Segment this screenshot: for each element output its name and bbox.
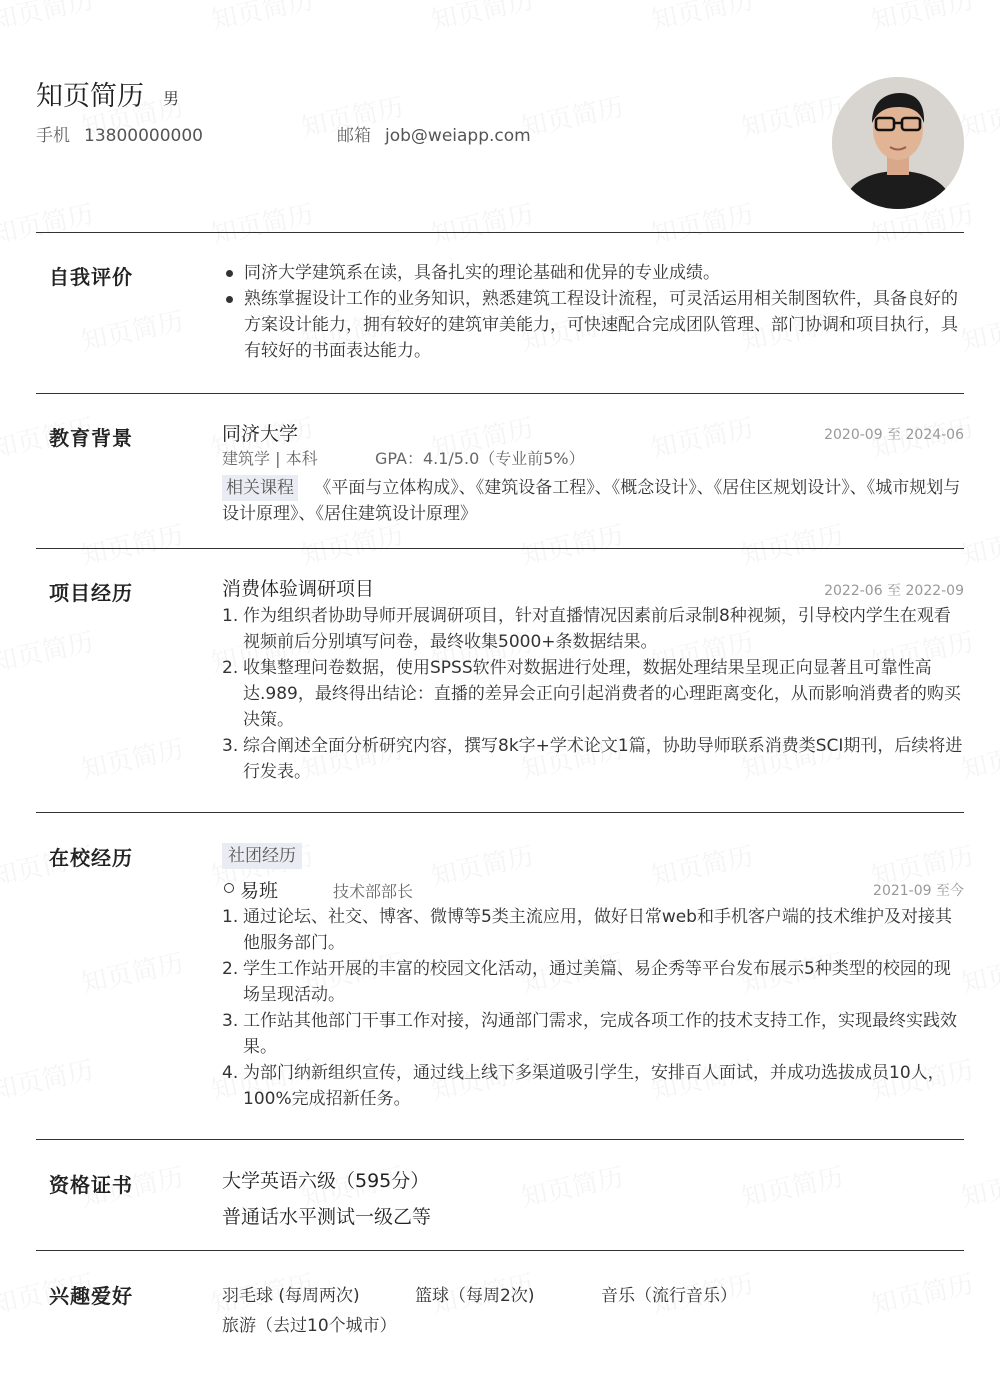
project-list [222, 603, 964, 785]
list-item: 2. 收集整理问卷数据，使用SPSS软件对数据进行处理，数据处理结果呈现正向显著且可靠性高达.989，最终得出结论：直播的差异会正向引起消费者的心理距离变化，从而影响消费者的购买决策。 [222, 658, 961, 730]
education-date: 2020-09 至 2024-06 [824, 427, 964, 443]
section-divider [36, 812, 964, 813]
section-title-project: 项目经历 [49, 581, 133, 605]
list-item: 2. 学生工作站开展的丰富的校园文化活动，通过美篇、易企秀等平台发布展示5种类型的校园的现场呈现活动。 [222, 959, 951, 1005]
avatar-portrait-icon [832, 77, 964, 209]
section-divider [36, 393, 964, 394]
school-name: 同济大学 [222, 423, 299, 445]
courses-tag: 相关课程 [222, 475, 298, 501]
phone-label: 手机 [36, 126, 70, 146]
candidate-gender: 男 [163, 89, 180, 108]
hobby-item: 篮球（每周2次) [415, 1286, 535, 1306]
project-name: 消费体验调研项目 [222, 578, 375, 600]
phone-contact [36, 121, 203, 146]
hobby-item: 音乐（流行音乐） [601, 1286, 737, 1306]
list-item: 4. 为部门纳新组织宣传，通过线上线下多渠道吸引学生，安排百人面试，并成功选拔成员10人，100%完成招新任务。 [222, 1063, 945, 1109]
section-divider [36, 1250, 964, 1251]
list-item: 3. 工作站其他部门干事工作对接，沟通部门需求，完成各项工作的技术支持工作，实现最终实践效果。 [222, 1011, 957, 1057]
phone-value: 13800000000 [84, 126, 203, 146]
campus-tag [222, 843, 302, 869]
section-divider [36, 232, 964, 233]
section-title-self-eval: 自我评价 [49, 265, 133, 289]
section-divider [36, 1139, 964, 1140]
education-major: 建筑学 | 本科 [222, 449, 318, 468]
list-item: 3. 综合阐述全面分析研究内容，撰写8k字+学术论文1篇，协助导师联系消费类SCI期刊，后续将进行发表。 [222, 736, 963, 782]
campus-date: 2021-09 至今 [873, 883, 964, 899]
email-label: 邮箱 [337, 126, 371, 146]
email-value: job@weiapp.com [385, 126, 531, 146]
campus-list [222, 904, 964, 1112]
email-contact [337, 121, 531, 146]
avatar [832, 77, 964, 209]
section-title-campus: 在校经历 [49, 846, 133, 870]
list-item: 同济大学建筑系在读，具备扎实的理论基础和优异的专业成绩。 [222, 260, 964, 286]
org-name: 易班 [240, 880, 279, 902]
education-gpa: GPA：4.1/5.0（专业前5%） [375, 449, 585, 468]
list-item: 1. 作为组织者协助导师开展调研项目，针对直播情况因素前后录制8种视频，引导校内学生在观看视频前后分别填写问卷，最终收集5000+条数据结果。 [222, 606, 951, 652]
self-eval-list [222, 260, 964, 364]
club-tag: 社团经历 [222, 843, 302, 869]
hobby-item: 旅游（去过10个城市） [222, 1316, 397, 1336]
org-marker-icon [224, 883, 234, 893]
org-role: 技术部部长 [333, 882, 414, 901]
list-item: 1. 通过论坛、社交、博客、微博等5类主流应用，做好日常web和手机客户端的技术维护及对接其他服务部门。 [222, 907, 952, 953]
courses-text: 《平面与立体构成》、《建筑设备工程》、《概念设计》、《居住区规划设计》、《城市规划与设计原理》、《居住建筑设计原理》 [222, 478, 961, 524]
related-courses [222, 475, 964, 527]
section-title-hobbies: 兴趣爱好 [49, 1284, 133, 1308]
cert-item: 大学英语六级（595分） [222, 1170, 430, 1192]
section-title-education: 教育背景 [49, 426, 133, 450]
hobby-item: 羽毛球 (每周两次) [222, 1286, 360, 1306]
section-divider [36, 548, 964, 549]
candidate-name: 知页简历 [36, 81, 144, 112]
list-item: 熟练掌握设计工作的业务知识，熟悉建筑工程设计流程，可灵活运用相关制图软件，具备良好的方案设计能力，拥有较好的建筑审美能力，可快速配合完成团队管理、部门协调和项目执行，具有较好的书面表达能力。 [222, 286, 964, 364]
project-date: 2022-06 至 2022-09 [824, 583, 964, 599]
cert-item: 普通话水平测试一级乙等 [222, 1206, 432, 1228]
section-title-certs: 资格证书 [49, 1173, 133, 1197]
